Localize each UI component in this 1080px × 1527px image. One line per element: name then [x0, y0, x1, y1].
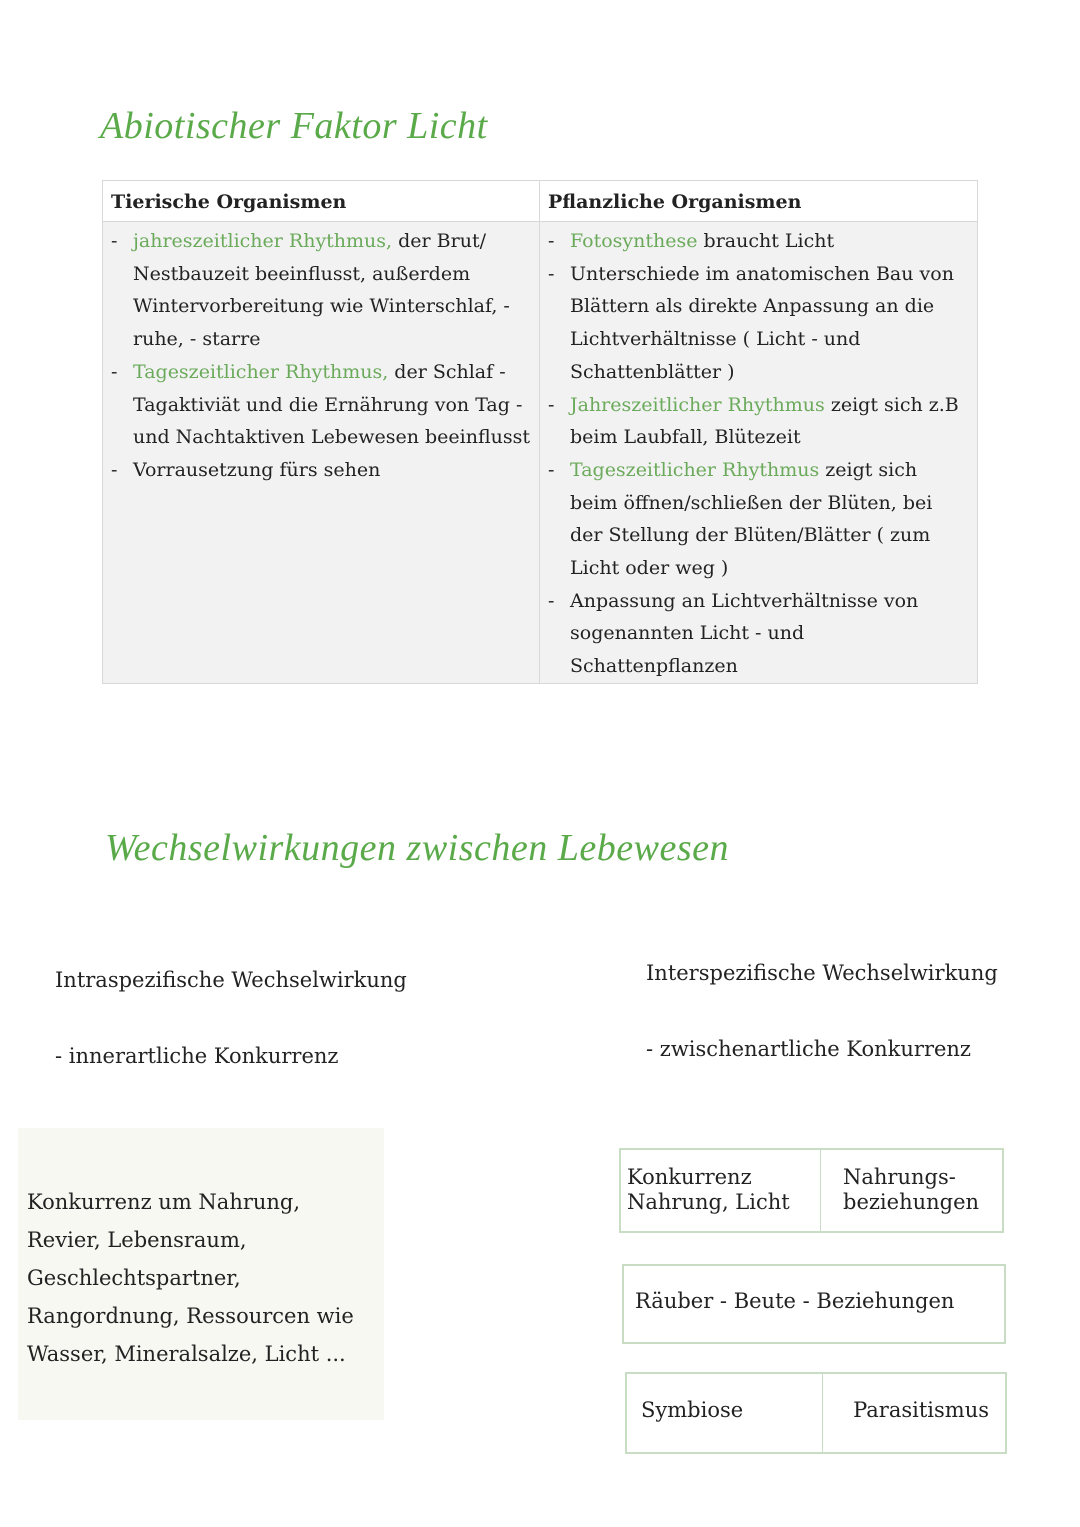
inter-subheading: - zwischenartliche Konkurrenz: [646, 1037, 971, 1061]
symbiose-parasitismus-box: [625, 1372, 1007, 1454]
pflanzen-list: [548, 225, 969, 683]
raeuber-beute-box: [622, 1264, 1006, 1344]
list-item: [548, 258, 969, 389]
intra-competition-text: Konkurrenz um Nahrung, Revier, Lebensraum, Geschlechtspartner, Rangordnung, Ressourcen wie Wasser, Mineralsalze, Licht ...: [27, 1190, 354, 1366]
highlight-term: Jahreszeitlicher Rhythmus: [570, 393, 825, 416]
list-item: [548, 225, 969, 258]
licht-table: [102, 180, 978, 684]
intra-heading: Intraspezifische Wechselwirkung: [55, 968, 407, 992]
section-title-licht: Abiotischer Faktor Licht: [100, 105, 488, 147]
list-item-text: Vorrausetzung fürs sehen: [133, 458, 381, 481]
intra-competition-box: [18, 1128, 384, 1420]
list-item: [111, 356, 531, 454]
list-item-text: zeigt sich beim öffnen/schließen der Blüten, bei der Stellung der Blüten/Blätter ( zum Licht oder weg ): [570, 458, 933, 580]
raeuber-beute-label: Räuber - Beute - Beziehungen: [635, 1289, 955, 1313]
list-item: [111, 225, 531, 356]
list-item-text: Unterschiede im anatomischen Bau von Blättern als direkte Anpassung an die Lichtverhältnisse ( Licht - und Schattenblätter ): [570, 262, 954, 383]
highlight-term: Tageszeitlicher Rhythmus: [570, 458, 820, 481]
highlight-term: Tageszeitlicher Rhythmus,: [133, 360, 389, 383]
nahrungsbeziehungen-cell: Nahrungs- beziehungen: [843, 1165, 980, 1214]
list-item: [548, 389, 969, 454]
list-item-text: braucht Licht: [697, 230, 835, 252]
list-item-text: zeigt sich z.B beim Laubfall, Blütezeit: [570, 393, 959, 449]
highlight-term: jahreszeitlicher Rhythmus,: [133, 230, 393, 252]
highlight-term: Fotosynthese: [570, 230, 698, 252]
list-item: [548, 454, 969, 585]
tiere-list: [111, 225, 531, 487]
inter-heading: Interspezifische Wechselwirkung: [646, 961, 998, 985]
box-divider: [822, 1374, 823, 1452]
table-header-pflanzen: Pflanzliche Organismen: [540, 181, 978, 222]
konkurrenz-nahrungsbeziehungen-box: [619, 1148, 1004, 1233]
table-header-tiere: Tierische Organismen: [103, 181, 540, 222]
list-item-text: der Schlaf - Tagaktiviät und die Ernährung von Tag - und Nachtaktiven Lebewesen beeinflusst: [133, 360, 531, 449]
intra-subheading: - innerartliche Konkurrenz: [55, 1044, 339, 1068]
konkurrenz-cell: Konkurrenz Nahrung, Licht: [621, 1150, 821, 1231]
list-item-text: der Brut/ Nestbauzeit beeinflusst, außerdem Wintervorbereitung wie Winterschlaf, - ruhe, - starre: [133, 230, 510, 351]
section-title-wechselwirkungen: Wechselwirkungen zwischen Lebewesen: [105, 827, 729, 869]
table-cell-tiere: [103, 222, 540, 684]
table-cell-pflanzen: [540, 222, 978, 684]
symbiose-label: Symbiose: [641, 1398, 744, 1422]
list-item: [111, 454, 531, 487]
parasitismus-label: Parasitismus: [853, 1398, 989, 1422]
list-item-text: Anpassung an Lichtverhältnisse von sogenannten Licht - und Schattenpflanzen: [570, 589, 919, 678]
list-item: [548, 585, 969, 683]
